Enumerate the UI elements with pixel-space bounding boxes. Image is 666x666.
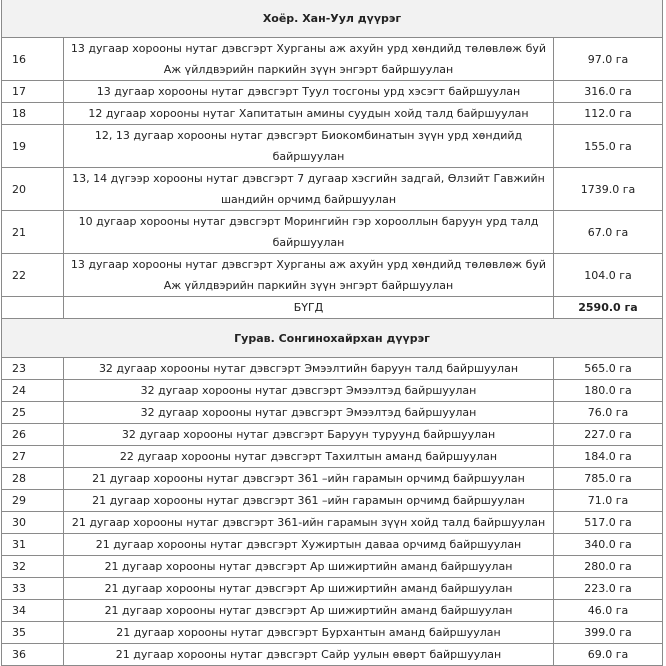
land-allocation-table — [1, 0, 663, 666]
row-number: 34 — [2, 600, 64, 622]
description-line: 21 дугаар хорооны нутаг дэвсгэрт Бурхантын аманд байршуулан — [116, 626, 501, 639]
section-title: Гурав. Сонгинохайрхан дүүрэг — [2, 319, 663, 358]
description-line: 21 дугаар хорооны нутаг дэвсгэрт Ар шижиртийн аманд байршуулан — [104, 560, 513, 573]
area-value: 180.0 га — [553, 380, 662, 402]
description-line: 12 дугаар хорооны нутаг Хапитатын амины суудын хойд талд байршуулан — [88, 107, 529, 120]
area-value: 223.0 га — [553, 578, 662, 600]
area-value: 316.0 га — [553, 81, 662, 103]
location-description — [64, 125, 554, 168]
total-empty-cell — [2, 297, 64, 319]
row-number: 28 — [2, 468, 64, 490]
location-description — [64, 622, 554, 644]
description-line: 13, 14 дүгээр хорооны нутаг дэвсгэрт 7 дугаар хэсгийн задгай, Өлзийт Гавжийн — [72, 172, 545, 185]
location-description — [64, 512, 554, 534]
area-value: 155.0 га — [553, 125, 662, 168]
area-value: 1739.0 га — [553, 168, 662, 211]
area-value: 76.0 га — [553, 402, 662, 424]
table-row — [2, 490, 663, 512]
location-description — [64, 424, 554, 446]
location-description — [64, 534, 554, 556]
table-row — [2, 81, 663, 103]
table-row — [2, 644, 663, 666]
row-number: 23 — [2, 358, 64, 380]
area-value: 97.0 га — [553, 38, 662, 81]
table-row — [2, 380, 663, 402]
table-row — [2, 512, 663, 534]
description-line: 21 дугаар хорооны нутаг дэвсгэрт Ар шижиртийн аманд байршуулан — [104, 604, 513, 617]
description-line: Аж үйлдвэрийн паркийн зүүн энгэрт байршуулан — [163, 279, 454, 292]
row-number: 26 — [2, 424, 64, 446]
area-value: 517.0 га — [553, 512, 662, 534]
description-line: 32 дугаар хорооны нутаг дэвсгэрт Эмээлтэд байршуулан — [140, 406, 477, 419]
section-header — [2, 0, 663, 38]
area-value: 280.0 га — [553, 556, 662, 578]
location-description — [64, 644, 554, 666]
area-value: 71.0 га — [553, 490, 662, 512]
description-line: 21 дугаар хорооны нутаг дэвсгэрт 361 –ийн гарамын орчимд байршуулан — [92, 472, 525, 485]
table-row — [2, 534, 663, 556]
table-row — [2, 38, 663, 81]
table-row — [2, 402, 663, 424]
description-line: 21 дугаар хорооны нутаг дэвсгэрт 361-ийн гарамын зүүн хойд талд байршуулан — [71, 516, 546, 529]
location-description — [64, 578, 554, 600]
description-line: 32 дугаар хорооны нутаг дэвсгэрт Эмээлтэд байршуулан — [140, 384, 477, 397]
table-row — [2, 468, 663, 490]
row-number: 18 — [2, 103, 64, 125]
section-header — [2, 319, 663, 358]
location-description — [64, 556, 554, 578]
description-line: 13 дугаар хорооны нутаг дэвсгэрт Хурганы аж ахуйн урд хөндийд төлөвлөж буй — [70, 258, 547, 271]
table-row — [2, 103, 663, 125]
row-number: 20 — [2, 168, 64, 211]
row-number: 22 — [2, 254, 64, 297]
location-description — [64, 468, 554, 490]
description-line: байршуулан — [272, 150, 345, 163]
area-value: 785.0 га — [553, 468, 662, 490]
location-description — [64, 81, 554, 103]
location-description — [64, 254, 554, 297]
description-line: 22 дугаар хорооны нутаг дэвсгэрт Тахилтын аманд байршуулан — [119, 450, 498, 463]
area-value: 69.0 га — [553, 644, 662, 666]
row-number: 17 — [2, 81, 64, 103]
description-line: 21 дугаар хорооны нутаг дэвсгэрт 361 –ийн гарамын орчимд байршуулан — [92, 494, 525, 507]
location-description — [64, 446, 554, 468]
area-value: 565.0 га — [553, 358, 662, 380]
table-row — [2, 622, 663, 644]
row-number: 35 — [2, 622, 64, 644]
table-row — [2, 556, 663, 578]
table-row — [2, 578, 663, 600]
description-line: шандийн орчимд байршуулан — [220, 193, 397, 206]
table-row — [2, 211, 663, 254]
row-number: 33 — [2, 578, 64, 600]
row-number: 16 — [2, 38, 64, 81]
description-line: 32 дугаар хорооны нутаг дэвсгэрт Баруун туруунд байршуулан — [121, 428, 496, 441]
location-description — [64, 490, 554, 512]
area-value: 227.0 га — [553, 424, 662, 446]
row-number: 36 — [2, 644, 64, 666]
location-description — [64, 168, 554, 211]
description-line: 13 дугаар хорооны нутаг дэвсгэрт Туул тосгоны урд хэсэгт байршуулан — [96, 85, 521, 98]
table-row — [2, 600, 663, 622]
row-number: 24 — [2, 380, 64, 402]
table-row — [2, 358, 663, 380]
area-value: 46.0 га — [553, 600, 662, 622]
description-line: 32 дугаар хорооны нутаг дэвсгэрт Эмээлтийн баруун талд байршуулан — [98, 362, 519, 375]
area-value: 340.0 га — [553, 534, 662, 556]
location-description — [64, 211, 554, 254]
total-value: 2590.0 га — [553, 297, 662, 319]
area-value: 104.0 га — [553, 254, 662, 297]
table-row — [2, 446, 663, 468]
location-description — [64, 358, 554, 380]
location-description — [64, 380, 554, 402]
description-line: Аж үйлдвэрийн паркийн зүүн энгэрт байршуулан — [163, 63, 454, 76]
description-line: 10 дугаар хорооны нутаг дэвсгэрт Морингийн гэр хорооллын баруун урд талд — [78, 215, 539, 228]
description-line: 13 дугаар хорооны нутаг дэвсгэрт Хурганы аж ахуйн урд хөндийд төлөвлөж буй — [70, 42, 547, 55]
row-number: 27 — [2, 446, 64, 468]
row-number: 32 — [2, 556, 64, 578]
area-value: 112.0 га — [553, 103, 662, 125]
location-description — [64, 38, 554, 81]
description-line: байршуулан — [272, 236, 345, 249]
table-row — [2, 168, 663, 211]
area-value: 399.0 га — [553, 622, 662, 644]
description-line: 21 дугаар хорооны нутаг дэвсгэрт Хужиртын даваа орчимд байршуулан — [95, 538, 522, 551]
row-number: 31 — [2, 534, 64, 556]
location-description — [64, 600, 554, 622]
description-line: 21 дугаар хорооны нутаг дэвсгэрт Ар шижиртийн аманд байршуулан — [104, 582, 513, 595]
location-description — [64, 103, 554, 125]
table-row — [2, 125, 663, 168]
row-number: 25 — [2, 402, 64, 424]
row-number: 30 — [2, 512, 64, 534]
row-number: 21 — [2, 211, 64, 254]
description-line: 12, 13 дугаар хорооны нутаг дэвсгэрт Биокомбинатын зүүн урд хөндийд — [94, 129, 523, 142]
area-value: 184.0 га — [553, 446, 662, 468]
total-label: БҮГД — [64, 297, 554, 319]
description-line: 21 дугаар хорооны нутаг дэвсгэрт Сайр уулын өвөрт байршуулан — [115, 648, 502, 661]
table-row — [2, 254, 663, 297]
section-title: Хоёр. Хан-Уул дүүрэг — [2, 0, 663, 38]
location-description — [64, 402, 554, 424]
row-number: 19 — [2, 125, 64, 168]
row-number: 29 — [2, 490, 64, 512]
table-row — [2, 424, 663, 446]
total-row — [2, 297, 663, 319]
table-body — [2, 0, 663, 666]
area-value: 67.0 га — [553, 211, 662, 254]
